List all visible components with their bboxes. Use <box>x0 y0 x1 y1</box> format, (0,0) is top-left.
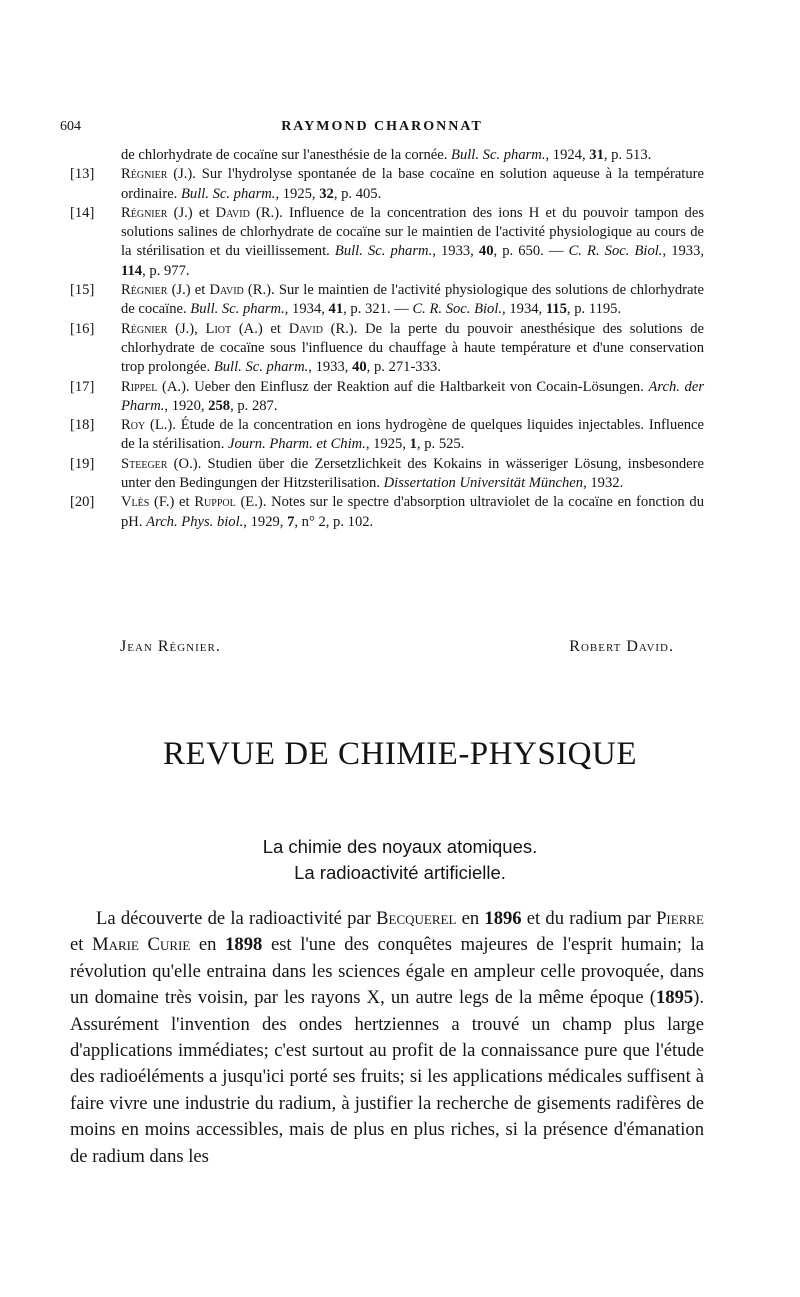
reference-number: [16] <box>70 320 95 337</box>
reference-item: [20] Vlès (F.) et Ruppol (E.). Notes sur le spectre d'absorption ultraviolet de la cocaïne en fonction du pH. Arch. Phys. biol., 1929, 7, n° 2, p. 102. <box>70 494 704 530</box>
body-paragraph: La découverte de la radioactivité par Becquerel en 1896 et du radium par Pierre et Marie Curie en 1898 est l'une des conquêtes majeures de l'esprit humain; la révolution qu'elle entraina dans les sciences égale en ampleur celle provoquée, dans un domaine très voisin, par les rayons X, un autre legs de la même époque (1895). Assurément l'invention des ondes hertziennes a trouvé un champ plus large d'applications immédiates; c'est surtout au profit de la connaissance pure que l'étude des radioéléments a jusqu'ici porté ses fruits; si les applications médicales suffisent à faire vivre une industrie du radium, à justifier la recherche de gisements radifères de moins en moins accessibles, mais de plus en plus riches, si la présence d'émanation de radium dans les <box>70 908 704 1167</box>
page-number: 604 <box>60 119 81 134</box>
reference-number: [14] <box>70 204 95 221</box>
signature-line <box>120 638 674 662</box>
reference-item: [17] Rippel (A.). Ueber den Einflusz der Reaktion auf die Haltbarkeit von Cocain-Lösungen. Arch. der Pharm., 1920, 258, p. 287. <box>70 378 704 414</box>
reference-item: [19] Steeger (O.). Studien über die Zersetzlichkeit des Kokains in wässeriger Lösung, insbesondere unter den Bedingungen der Hitzsterilisation. Dissertation Universität München, 1932. <box>70 455 704 492</box>
reference-number: [13] <box>70 166 95 183</box>
reference-item: [14] Régnier (J.) et David (R.). Influence de la concentration des ions H et du pouvoir tampon des solutions salines de chlorhydrate de cocaïne sur le maintien de l'activité physiologique au cours de la stérilisation et du vieillissement. Bull. Sc. pharm., 1933, 40, p. 650. — C. R. Soc. Biol., 1933, 114, p. 977. <box>70 204 705 279</box>
author-signature-right: Robert David. <box>569 638 674 655</box>
reference-continuation: de chlorhydrate de cocaïne sur l'anesthésie de la cornée. Bull. Sc. pharm., 1924, 31, p. 513. <box>121 147 652 163</box>
section-title: REVUE DE CHIMIE-PHYSIQUE <box>163 736 637 772</box>
reference-item: [18] Roy (L.). Étude de la concentration en ions hydrogène de quelques liquides injectables. Influence de la stérilisation. Journ. Pharm. et Chim., 1925, 1, p. 525. <box>70 417 704 453</box>
reference-number: [19] <box>70 455 95 472</box>
running-head <box>60 119 704 143</box>
subtitle-line-2: La radioactivité artificielle. <box>294 862 506 883</box>
author-signature-left: Jean Régnier. <box>120 638 221 655</box>
reference-list <box>70 146 704 532</box>
running-title: RAYMOND CHARONNAT <box>281 119 483 134</box>
reference-item: [15] Régnier (J.) et David (R.). Sur le maintien de l'activité physiologique des solutions de chlorhydrate de cocaïne. Bull. Sc. pharm., 1934, 41, p. 321. — C. R. Soc. Biol., 1934, 115, p. 1195. <box>70 282 704 318</box>
reference-item: [16] Régnier (J.), Liot (A.) et David (R.). De la perte du pouvoir anesthésique des solutions de chlorhydrate de cocaïne sous l'influence du chauffage à haute température et d'une conservation trop prolongée. Bull. Sc. pharm., 1933, 40, p. 271-333. <box>70 320 705 376</box>
article-subtitle <box>0 834 800 886</box>
reference-number: [15] <box>70 282 95 299</box>
reference-number: [17] <box>70 378 95 395</box>
reference-item: [13] Régnier (J.). Sur l'hydrolyse spontanée de la base cocaïne en solution aqueuse à la température ordinaire. Bull. Sc. pharm., 1925, 32, p. 405. <box>70 166 704 202</box>
reference-number: [20] <box>70 494 95 511</box>
reference-number: [18] <box>70 417 95 434</box>
subtitle-line-1: La chimie des noyaux atomiques. <box>262 836 538 857</box>
